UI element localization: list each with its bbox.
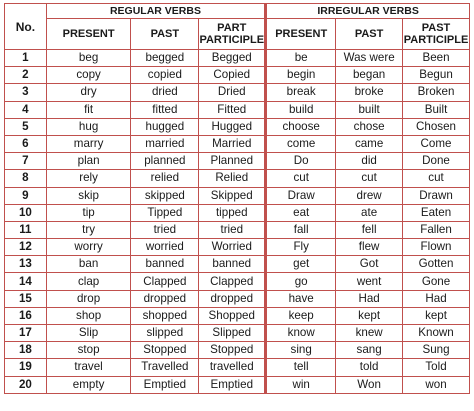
- table-row: [5, 118, 470, 135]
- regular-present-cell: rely: [46, 170, 131, 187]
- number-column-header: No.: [5, 4, 47, 50]
- irregular-past-cell: chose: [336, 118, 403, 135]
- irregular-participle-cell: Come: [403, 135, 470, 152]
- row-number: 13: [5, 256, 47, 273]
- irregular-participle-cell: Sung: [403, 342, 470, 359]
- irregular-participle-cell: Begun: [403, 67, 470, 84]
- irregular-present-cell: keep: [266, 307, 336, 324]
- regular-participle-cell: Relied: [199, 170, 266, 187]
- regular-present-cell: hug: [46, 118, 131, 135]
- table-row: [5, 135, 470, 152]
- regular-past-cell: copied: [131, 67, 199, 84]
- regular-participle-cell: Slipped: [199, 325, 266, 342]
- regular-past-cell: Clapped: [131, 273, 199, 290]
- regular-past-cell: Stopped: [131, 342, 199, 359]
- irregular-present-cell: go: [266, 273, 336, 290]
- regular-present-cell: empty: [46, 376, 131, 393]
- sub-header-row: [5, 19, 470, 50]
- regular-past-cell: married: [131, 135, 199, 152]
- irregular-participle-cell: kept: [403, 307, 470, 324]
- table-row: [5, 187, 470, 204]
- regular-past-header: PAST: [131, 19, 199, 50]
- irregular-verbs-header: IRREGULAR VERBS: [266, 4, 470, 19]
- regular-participle-cell: dropped: [199, 290, 266, 307]
- irregular-participle-header-block: [403, 19, 470, 50]
- regular-past-cell: Travelled: [131, 359, 199, 376]
- table-row: [5, 84, 470, 101]
- regular-present-cell: worry: [46, 239, 131, 256]
- regular-participle-cell: Copied: [199, 67, 266, 84]
- regular-present-cell: try: [46, 221, 131, 238]
- regular-present-cell: shop: [46, 307, 131, 324]
- row-number: 6: [5, 135, 47, 152]
- row-number: 11: [5, 221, 47, 238]
- verbs-table: [4, 3, 470, 394]
- regular-participle-cell: Skipped: [199, 187, 266, 204]
- irregular-participle-cell: Had: [403, 290, 470, 307]
- regular-participle-cell: Hugged: [199, 118, 266, 135]
- regular-participle-cell: Dried: [199, 84, 266, 101]
- irregular-past-cell: began: [336, 67, 403, 84]
- regular-past-cell: fitted: [131, 101, 199, 118]
- regular-past-cell: Tipped: [131, 204, 199, 221]
- table-row: [5, 256, 470, 273]
- regular-present-cell: plan: [46, 153, 131, 170]
- regular-present-cell: drop: [46, 290, 131, 307]
- irregular-past-cell: fell: [336, 221, 403, 238]
- irregular-participle-cell: Chosen: [403, 118, 470, 135]
- regular-participle-cell: banned: [199, 256, 266, 273]
- regular-present-cell: skip: [46, 187, 131, 204]
- irregular-participle-cell: Broken: [403, 84, 470, 101]
- regular-participle-cell: Begged: [199, 50, 266, 67]
- regular-participle-cell: Shopped: [199, 307, 266, 324]
- regular-present-cell: ban: [46, 256, 131, 273]
- regular-past-cell: Emptied: [131, 376, 199, 393]
- irregular-past-cell: Got: [336, 256, 403, 273]
- irregular-past-cell: broke: [336, 84, 403, 101]
- irregular-past-cell: ate: [336, 204, 403, 221]
- irregular-present-cell: Fly: [266, 239, 336, 256]
- irregular-past-cell: came: [336, 135, 403, 152]
- regular-verbs-header: REGULAR VERBS: [46, 4, 265, 19]
- irregular-past-cell: knew: [336, 325, 403, 342]
- regular-past-cell: skipped: [131, 187, 199, 204]
- irregular-past-cell: went: [336, 273, 403, 290]
- regular-present-cell: tip: [46, 204, 131, 221]
- table-row: [5, 325, 470, 342]
- table-row: [5, 376, 470, 393]
- regular-past-cell: worried: [131, 239, 199, 256]
- regular-participle-cell: tipped: [199, 204, 266, 221]
- regular-present-cell: beg: [46, 50, 131, 67]
- irregular-participle-cell: Done: [403, 153, 470, 170]
- irregular-present-cell: tell: [266, 359, 336, 376]
- irregular-participle-cell: Drawn: [403, 187, 470, 204]
- irregular-past-cell: cut: [336, 170, 403, 187]
- row-number: 16: [5, 307, 47, 324]
- irregular-present-cell: know: [266, 325, 336, 342]
- row-number: 1: [5, 50, 47, 67]
- regular-participle-cell: Planned: [199, 153, 266, 170]
- regular-participle-cell: Stopped: [199, 342, 266, 359]
- irregular-participle-cell: cut: [403, 170, 470, 187]
- irregular-present-cell: choose: [266, 118, 336, 135]
- regular-participle-cell: tried: [199, 221, 266, 238]
- regular-past-cell: dried: [131, 84, 199, 101]
- regular-participle-cell: Married: [199, 135, 266, 152]
- irregular-participle-cell: Told: [403, 359, 470, 376]
- irregular-present-cell: sing: [266, 342, 336, 359]
- row-number: 9: [5, 187, 47, 204]
- irregular-past-cell: told: [336, 359, 403, 376]
- row-number: 3: [5, 84, 47, 101]
- table-row: [5, 153, 470, 170]
- regular-past-cell: begged: [131, 50, 199, 67]
- irregular-present-cell: win: [266, 376, 336, 393]
- regular-present-cell: travel: [46, 359, 131, 376]
- irregular-participle-cell: Flown: [403, 239, 470, 256]
- row-number: 8: [5, 170, 47, 187]
- regular-present-header: PRESENT: [46, 19, 131, 50]
- row-number: 12: [5, 239, 47, 256]
- irregular-past-cell: flew: [336, 239, 403, 256]
- row-number: 2: [5, 67, 47, 84]
- irregular-past-cell: Was were: [336, 50, 403, 67]
- irregular-participle-cell: won: [403, 376, 470, 393]
- regular-present-cell: fit: [46, 101, 131, 118]
- table-row: [5, 204, 470, 221]
- irregular-participle-cell: Fallen: [403, 221, 470, 238]
- regular-participle-cell: Emptied: [199, 376, 266, 393]
- row-number: 4: [5, 101, 47, 118]
- irregular-present-cell: be: [266, 50, 336, 67]
- irregular-participle-cell: Eaten: [403, 204, 470, 221]
- irregular-present-cell: come: [266, 135, 336, 152]
- irregular-present-cell: Draw: [266, 187, 336, 204]
- regular-present-cell: copy: [46, 67, 131, 84]
- irregular-present-header: PRESENT: [266, 19, 336, 50]
- row-number: 19: [5, 359, 47, 376]
- row-number: 17: [5, 325, 47, 342]
- irregular-present-cell: eat: [266, 204, 336, 221]
- irregular-present-cell: build: [266, 101, 336, 118]
- table-row: [5, 50, 470, 67]
- regular-present-cell: clap: [46, 273, 131, 290]
- participle-label-line1: PART: [217, 22, 247, 34]
- participle-label-line2: PARTICIPLE: [199, 34, 265, 46]
- regular-present-cell: Slip: [46, 325, 131, 342]
- verbs-table-body: [5, 50, 470, 394]
- table-row: [5, 342, 470, 359]
- regular-participle-cell: travelled: [199, 359, 266, 376]
- regular-participle-header: [199, 19, 266, 50]
- regular-past-cell: shopped: [131, 307, 199, 324]
- irregular-participle-cell: Known: [403, 325, 470, 342]
- table-row: [5, 239, 470, 256]
- irregular-present-cell: begin: [266, 67, 336, 84]
- irregular-present-cell: have: [266, 290, 336, 307]
- irregular-past-cell: did: [336, 153, 403, 170]
- participle-label-line2-irregular: PARTICIPLE: [403, 34, 469, 46]
- regular-past-cell: banned: [131, 256, 199, 273]
- regular-past-cell: dropped: [131, 290, 199, 307]
- irregular-present-cell: get: [266, 256, 336, 273]
- row-number: 10: [5, 204, 47, 221]
- irregular-past-header: PAST: [336, 19, 403, 50]
- regular-present-cell: dry: [46, 84, 131, 101]
- irregular-past-cell: Had: [336, 290, 403, 307]
- table-row: [5, 359, 470, 376]
- regular-present-cell: stop: [46, 342, 131, 359]
- regular-participle-cell: Clapped: [199, 273, 266, 290]
- table-row: [5, 101, 470, 118]
- regular-participle-cell: Fitted: [199, 101, 266, 118]
- regular-past-cell: slipped: [131, 325, 199, 342]
- table-row: [5, 67, 470, 84]
- table-row: [5, 273, 470, 290]
- regular-past-cell: tried: [131, 221, 199, 238]
- irregular-past-cell: built: [336, 101, 403, 118]
- irregular-past-cell: kept: [336, 307, 403, 324]
- irregular-present-cell: fall: [266, 221, 336, 238]
- regular-present-cell: marry: [46, 135, 131, 152]
- irregular-present-cell: Do: [266, 153, 336, 170]
- irregular-participle-cell: Gotten: [403, 256, 470, 273]
- irregular-present-cell: cut: [266, 170, 336, 187]
- regular-past-cell: hugged: [131, 118, 199, 135]
- row-number: 18: [5, 342, 47, 359]
- group-header-row: [5, 4, 470, 19]
- irregular-participle-cell: Built: [403, 101, 470, 118]
- irregular-past-cell: Won: [336, 376, 403, 393]
- row-number: 7: [5, 153, 47, 170]
- table-row: [5, 221, 470, 238]
- row-number: 20: [5, 376, 47, 393]
- irregular-present-cell: break: [266, 84, 336, 101]
- participle-label-line1-irregular: PAST: [421, 22, 451, 34]
- table-row: [5, 290, 470, 307]
- irregular-past-cell: drew: [336, 187, 403, 204]
- regular-participle-cell: Worried: [199, 239, 266, 256]
- irregular-past-cell: sang: [336, 342, 403, 359]
- table-row: [5, 307, 470, 324]
- row-number: 5: [5, 118, 47, 135]
- irregular-participle-cell: Been: [403, 50, 470, 67]
- regular-past-cell: planned: [131, 153, 199, 170]
- irregular-participle-cell: Gone: [403, 273, 470, 290]
- table-row: [5, 170, 470, 187]
- row-number: 15: [5, 290, 47, 307]
- regular-past-cell: relied: [131, 170, 199, 187]
- row-number: 14: [5, 273, 47, 290]
